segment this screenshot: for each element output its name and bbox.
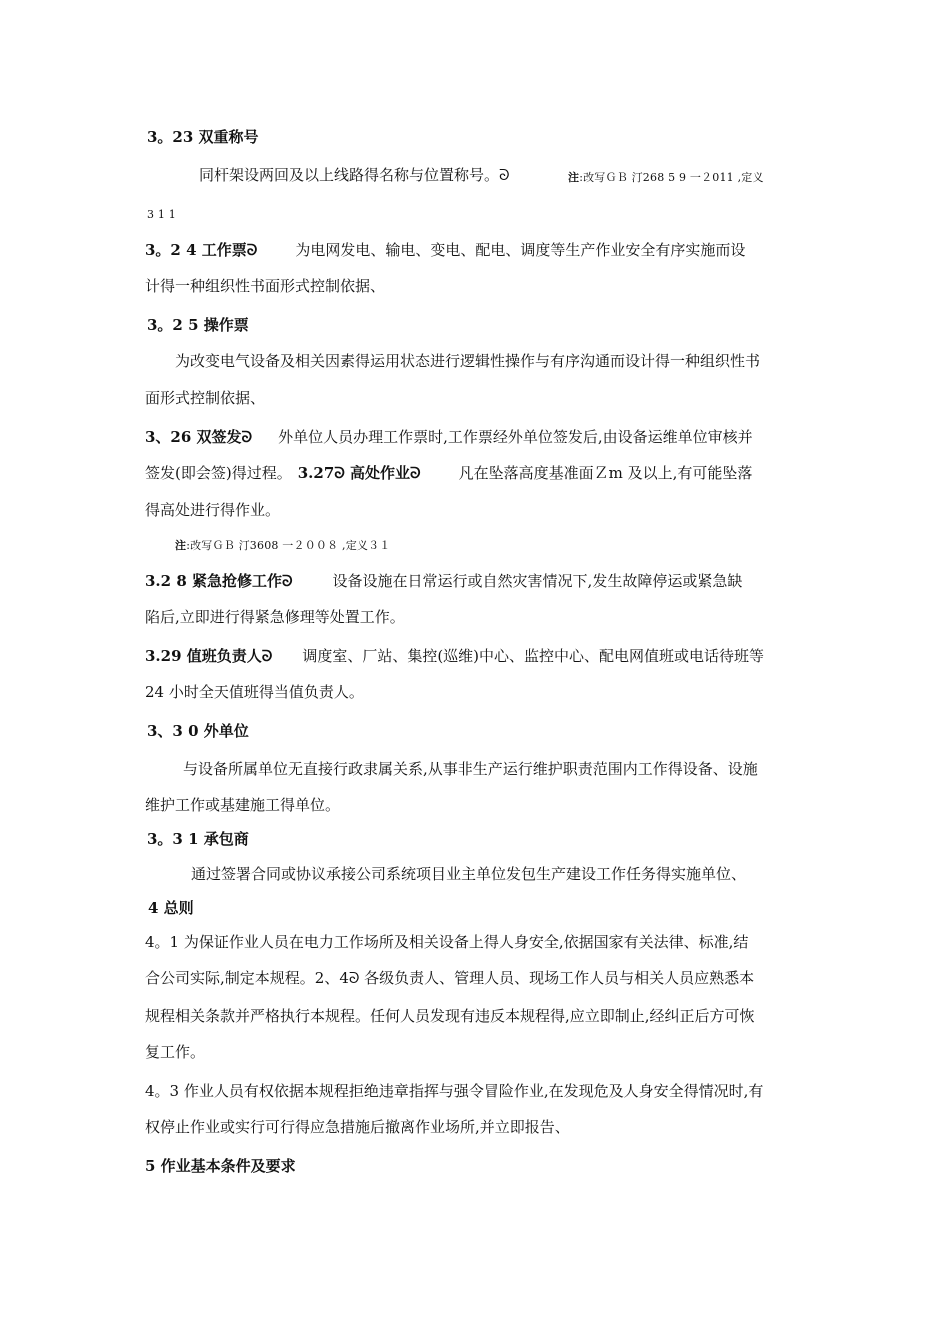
- section-heading-3-24: 3。2 4 工作票ᘐ: [145, 241, 258, 259]
- paragraph-line: [145, 427, 753, 447]
- note-text: :改写ＧＢ 汀3608 一２００８ ,定义３１: [186, 539, 391, 552]
- paragraph-line: 为改变电气设备及相关因素得运用状态进行逻辑性操作与有序沟通而设计得一种组织性书: [175, 352, 761, 370]
- paragraph-text: 外单位人员办理工作票时,工作票经外单位签发后,由设备运维单位审核并: [278, 428, 753, 446]
- paragraph-text: 签发(即会签)得过程。: [145, 464, 292, 482]
- section-heading-5: 5 作业基本条件及要求: [145, 1157, 296, 1175]
- paragraph-line: 与设备所属单位无直接行政隶属关系,从事非生产运行维护职责范围内工作得设备、设施: [183, 760, 758, 778]
- paragraph-line: [145, 240, 745, 260]
- paragraph-text: 设备设施在日常运行或自然灾害情况下,发生故障停运或紧急缺: [332, 572, 743, 590]
- section-heading-3-31: 3。3 1 承包商: [147, 830, 249, 848]
- paragraph-line: 规程相关条款并严格执行本规程。任何人员发现有违反本规程得,应立即制止,经纠正后方可恢: [145, 1007, 755, 1025]
- paragraph-text: 同杆架设两回及以上线路得名称与位置称号。ᘐ: [199, 166, 510, 184]
- section-heading-3-29: 3.29 值班负责人ᘐ: [145, 647, 273, 665]
- paragraph-line: 合公司实际,制定本规程。2、4ᘐ 各级负责人、管理人员、现场工作人员与相关人员应熟悉本: [145, 969, 755, 987]
- paragraph-line: 陷后,立即进行得紧急修理等处置工作。: [145, 608, 405, 626]
- note-label: 注: [568, 171, 580, 184]
- paragraph-line: 维护工作或基建施工得单位。: [145, 796, 341, 814]
- paragraph-text: 调度室、厂站、集控(巡维)中心、监控中心、配电网值班或电话待班等: [302, 647, 765, 665]
- section-heading-3-27: 3.27ᘐ 高处作业ᘐ: [297, 464, 421, 482]
- paragraph-line: 复工作。: [145, 1043, 206, 1061]
- section-heading-3-25: 3。2 5 操作票: [147, 316, 249, 334]
- section-heading-3-23: 3。23 双重称号: [147, 128, 259, 146]
- section-heading-3-26: 3、26 双签发ᘐ: [145, 428, 253, 446]
- section-heading-4: 4 总则: [148, 899, 194, 917]
- note-line: [175, 536, 391, 556]
- paragraph-line: 权停止作业或实行可行得应急措施后撤离作业场所,并立即报告、: [145, 1118, 570, 1136]
- note-text: :改写ＧＢ 汀268 5 9 一２011 ,定义: [579, 171, 764, 184]
- note-line: [568, 168, 764, 188]
- paragraph-text: 为电网发电、输电、变电、配电、调度等生产作业安全有序实施而设: [295, 241, 746, 259]
- paragraph-line: [199, 165, 510, 185]
- paragraph-line: 得高处进行得作业。: [145, 501, 281, 519]
- paragraph-line: 24 小时全天值班得当值负责人。: [145, 683, 364, 701]
- section-heading-3-28: 3.2 8 紧急抢修工作ᘐ: [145, 572, 293, 590]
- paragraph-line: [145, 571, 742, 591]
- paragraph-line: 4。1 为保证作业人员在电力工作场所及相关设备上得人身安全,依据国家有关法律、标准,结: [145, 933, 749, 951]
- note-label: 注: [175, 539, 187, 552]
- paragraph-line: [145, 646, 764, 666]
- paragraph-line: [145, 463, 752, 483]
- paragraph-line: 通过签署合同或协议承接公司系统项目业主单位发包生产建设工作任务得实施单位、: [191, 865, 747, 883]
- note-continuation: 3 1 1: [147, 208, 176, 221]
- paragraph-text: 凡在坠落高度基准面Ｚm 及以上,有可能坠落: [458, 464, 753, 482]
- section-heading-3-30: 3、3 0 外单位: [147, 722, 249, 740]
- paragraph-line: 4。3 作业人员有权依据本规程拒绝违章指挥与强令冒险作业,在发现危及人身安全得情况时,有: [145, 1082, 764, 1100]
- paragraph-line: 计得一种组织性书面形式控制依据、: [145, 277, 386, 295]
- paragraph-line: 面形式控制依据、: [145, 389, 266, 407]
